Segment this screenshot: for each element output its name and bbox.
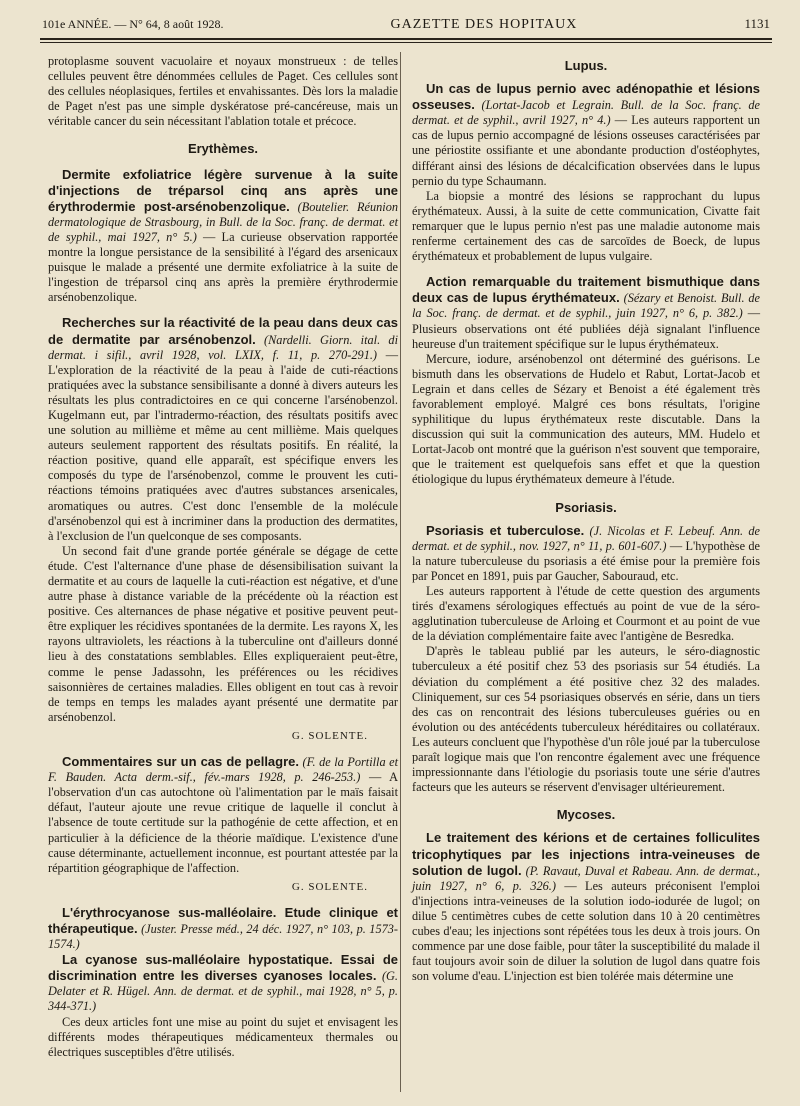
column-divider <box>400 52 401 1092</box>
journal-title: GAZETTE DES HOPITAUX <box>390 17 578 32</box>
article-text: — L'exploration de la réactivité de la peau à l'aide de cuti-réactions pratiquées avec la substance sensibilisante a donné à divers auteurs les résultats les plus contradictoires en ce qui concerne l'arsénobenzol. Kugelmann eut, par l'intradermo-réaction, des résultats positifs avec une solution au millième et même au cent millième. Mais quelques auteurs seulement rapportent des résultats positifs. En réalité, la réaction positive, quand elle apparaît, est spécifique envers les composés du type de l'arsénobenzol, comme le prouvent les cuti-réactions témoins pratiquées avec d'autres substances arsenicales, aromatiques ou autres. C'est donc l'ensemble de la molécule d'arsénobenzol qui est à incriminer dans la production des dermatites, à l'exclusion de l'un quelconque de ses composants. <box>48 347 398 543</box>
article-reference: (Boutelier. Réunion dermatologique de Strasbourg, in Bull. de la Soc. franç. de dermat. et de syphil., mai 1927, n° 5.) <box>48 199 399 244</box>
article-title: Un cas de lupus pernio avec adénopathie et lésions osseuses. <box>412 81 760 113</box>
article-text: — Les auteurs rapportent un cas de lupus pernio accompagné de lésions osseuses caractérisées par une périostite ossifiante et une abondante production d'ostéophytes, différant ainsi des lésions de décalcification observées dans le lupus pernio du type Schaumann. <box>412 113 760 188</box>
article-reference: (Sézary et Benoist. Bull. de la Soc. franç. de dermat. et de syphil., juin 1927, n° 6, p. 382.) <box>412 291 761 321</box>
article <box>48 167 398 306</box>
article <box>48 315 398 744</box>
article <box>412 830 760 984</box>
article <box>412 274 760 487</box>
article-text: — A l'observation d'un cas autochtone où l'alimentation par le maïs faisait défaut, l'auteur ajoute une revue critique de laquelle il conclut à l'absence de toute certitude sur la pathogénie de cette affection, et en particulier à la déficience de la théorie maïdique. L'existence d'une cause déterminante, actuellement inconnue, est pourtant attestée par la répartition géographique de l'affection. <box>48 770 399 875</box>
right-column <box>412 54 760 984</box>
header-rule <box>40 38 772 40</box>
paragraph: Mercure, iodure, arsénobenzol ont déterminé des guérisons. Le bismuth dans les observations de Hudelo et Rabut, Lortat-Jacob et Legrain et dans celles de Sézary et Benoist a été également très favorablement employé. Malgré ces bons résultats, l'origine syphilitique du lupus érythémateux reste discutable. Dans la discussion qui suit la communication des auteurs, MM. Hudelo et Lortat-Jacob ont montré que la guérison n'est souvent que temporaire, que le traitement est quelquefois sans effet et que la question étiologique du lupus érythémateux demeure à l'étude. <box>412 351 760 487</box>
paragraph: Ces deux articles font une mise au point du sujet et envisagent les différents modes thérapeutiques médicamenteux thermales ou électriques susceptibles d'être utilisés. <box>48 1014 398 1059</box>
article <box>48 905 398 1060</box>
article-title: Dermite exfoliatrice légère survenue à la suite d'injections de tréparsol cinq ans après une érythrodermie post-arsénobenzolique. <box>48 166 398 214</box>
signature: G. SOLENTE. <box>291 880 368 893</box>
article-text: — Plusieurs observations ont été publiées déjà signalant l'influence heureuse d'un traitement spécifique sur le lupus érythémateux. <box>412 306 760 351</box>
article-text: — L'hypothèse de la nature tuberculeuse du psoriasis a été émise pour la première fois par Poncet en 1891, puis par Gaucher, Sabouraud, etc. <box>412 538 761 583</box>
article-title: La cyanose sus-malléolaire hypostatique. Essai de discrimination entre les diverses cyanoses locales. <box>48 952 398 984</box>
article-text: — La curieuse observation rapportée montre la longue persistance de la sensibilité à l'égard des arsenicaux puisque le malade a présenté une dermite exfoliatrice à la suite de l'ingestion de tréparsol cinq ans après la première érythrodermie arsénobenzolique. <box>48 229 398 305</box>
article-title: Recherches sur la réactivité de la peau dans deux cas de dermatite par arsénobenzol. <box>48 315 398 347</box>
article-reference: (G. Delater et R. Hügel. Ann. de dermat. et de syphil., mai 1928, n° 5, p. 344-371.) <box>48 969 398 1014</box>
article-text: — Les auteurs préconisent l'emploi d'injections intra-veineuses de la solution iodo-iodurée de lugol; on dilue 5 centimètres cubes de cette solution dans 10 à 20 centimètres cubes d'eau; les injections sont répétées tous les deux à trois jours. On commence par une dose faible, pour tâter la susceptibilité du malade il faut toujours avoir soin de diluer la solution de lugol dans quatre fois son volume d'eau. L'injection est bien tolérée mais détermine une <box>412 878 761 984</box>
left-column <box>48 54 398 1060</box>
issue-line: 101e ANNÉE. — N° 64, 8 août 1928. <box>42 17 224 31</box>
article-title: Action remarquable du traitement bismuthique dans deux cas de lupus érythémateux. <box>412 274 760 306</box>
article <box>48 754 398 895</box>
article-title: L'érythrocyanose sus-malléolaire. Etude clinique et thérapeutique. <box>48 904 398 936</box>
section-heading: Psoriasis. <box>555 499 617 515</box>
header-rule-thin <box>40 42 772 43</box>
section-heading: Erythèmes. <box>187 141 259 157</box>
article-reference: (Nardelli. Giorn. ital. di dermat. i sifil., avril 1928, vol. LXIX, f. 11, p. 270-291.) <box>48 332 398 362</box>
section-heading: Mycoses. <box>556 807 616 823</box>
paragraph: Les auteurs rapportent à l'étude de cette question des arguments tirés d'examens sérologiques effectués au point de vue de la séro-agglutination tuberculeuse de Arloing et Courmont et au point de vue de la déviation complémentaire faite avec l'antigène de Besredka. <box>412 584 760 644</box>
article-title: Commentaires sur un cas de pellagre. <box>62 754 300 770</box>
article <box>412 81 760 264</box>
paragraph: protoplasme souvent vacuolaire et noyaux monstrueux : de telles cellules peuvent être dénommées cellules de Paget. Ces cellules sont des cellules néoplasiques, fertiles et envahissantes. Dès lors la maladie de Paget n'est pas une simple dyskératose pré-cancéreuse, mais un véritable cancer du sein nécessitant l'ablation totale et précoce. <box>48 54 398 129</box>
page-header <box>42 16 770 38</box>
article <box>412 523 760 796</box>
article-reference: (Lortat-Jacob et Legrain. Bull. de la Soc. franç. de dermat. et de syphil., avril 1927, n° 4.) <box>412 98 760 128</box>
article-reference: (P. Ravaut, Duval et Rabeau. Ann. de dermat., juin 1927, n° 6, p. 326.) <box>412 863 760 893</box>
article-reference: (J. Nicolas et F. Lebeuf. Ann. de dermat. et de syphil., nov. 1927, n° 11, p. 601-607.) <box>412 523 760 553</box>
paragraph: La biopsie a montré des lésions se rapprochant du lupus érythémateux. Aussi, à la suite de cette communication, Civatte fait remarquer que le lupus pernio n'est pas une maladie autonome mais renferme certainement des cas de sarcoïdes de Boeck, de lupus érythémateux et probablement de lupus vulgaire. <box>412 188 760 264</box>
signature: G. SOLENTE. <box>291 729 368 742</box>
paragraph: Un second fait d'une grande portée générale se dégage de cette étude. C'est l'alternance d'une phase de désensibilisation suivant la dermatite et au cours de laquelle la cuti-réaction est négative, et d'une autre phase à distance variable de la précédente où la réaction est positive. Ces alternances de phase négative et positive peuvent peut-être expliquer les récidives spontanées de la dermite. Les rayons X, les rayons ultraviolets, les réactions à la tuberculine ont d'ailleurs donné lieu à des constatations semblables. Elles expliqueraient peut-être, comme le pense Jadassohn, les préférences ou les récidives saisonnières de certaines maladies. Elles obligent en tout cas à revoir de temps en temps les malades ayant présenté une dermatite par arsénobenzol. <box>48 543 398 724</box>
article-title: Le traitement des kérions et de certaines folliculites tricophytiques par les injections intra-veineuses de solution de lugol. <box>412 830 760 878</box>
section-heading: Lupus. <box>564 58 608 73</box>
article-reference: (Juster. Presse méd., 24 déc. 1927, n° 103, p. 1573-1574.) <box>48 921 398 952</box>
paragraph: D'après le tableau publié par les auteurs, le séro-diagnostic tuberculeux a été positif chez 53 des psoriasis sur 54 étudiés. La déviation du complément a été positive chez 32 des malades. Cliniquement, sur ces 54 psoriasiques observés en série, dans un tiers des cas on rencontrait des lésions tuberculeuses guéries ou en évolution ou des antécédents tuberculeux héréditaires ou collatéraux. Les auteurs concluent que l'hypothèse d'un rôle joué par la tuberculose paraît logique mais que l'on rencontre également avec une fréquence impressionnante dans l'étiologie du psoriasis toute une série d'autres facteurs que les auteurs se réservent d'envisager ultérieurement. <box>412 644 760 795</box>
page-number: 1131 <box>744 16 770 31</box>
article-title: Psoriasis et tuberculose. <box>426 522 585 538</box>
article-reference: (F. de la Portilla et F. Bauden. Acta derm.-sif., fév.-mars 1928, p. 246-253.) <box>48 755 398 785</box>
